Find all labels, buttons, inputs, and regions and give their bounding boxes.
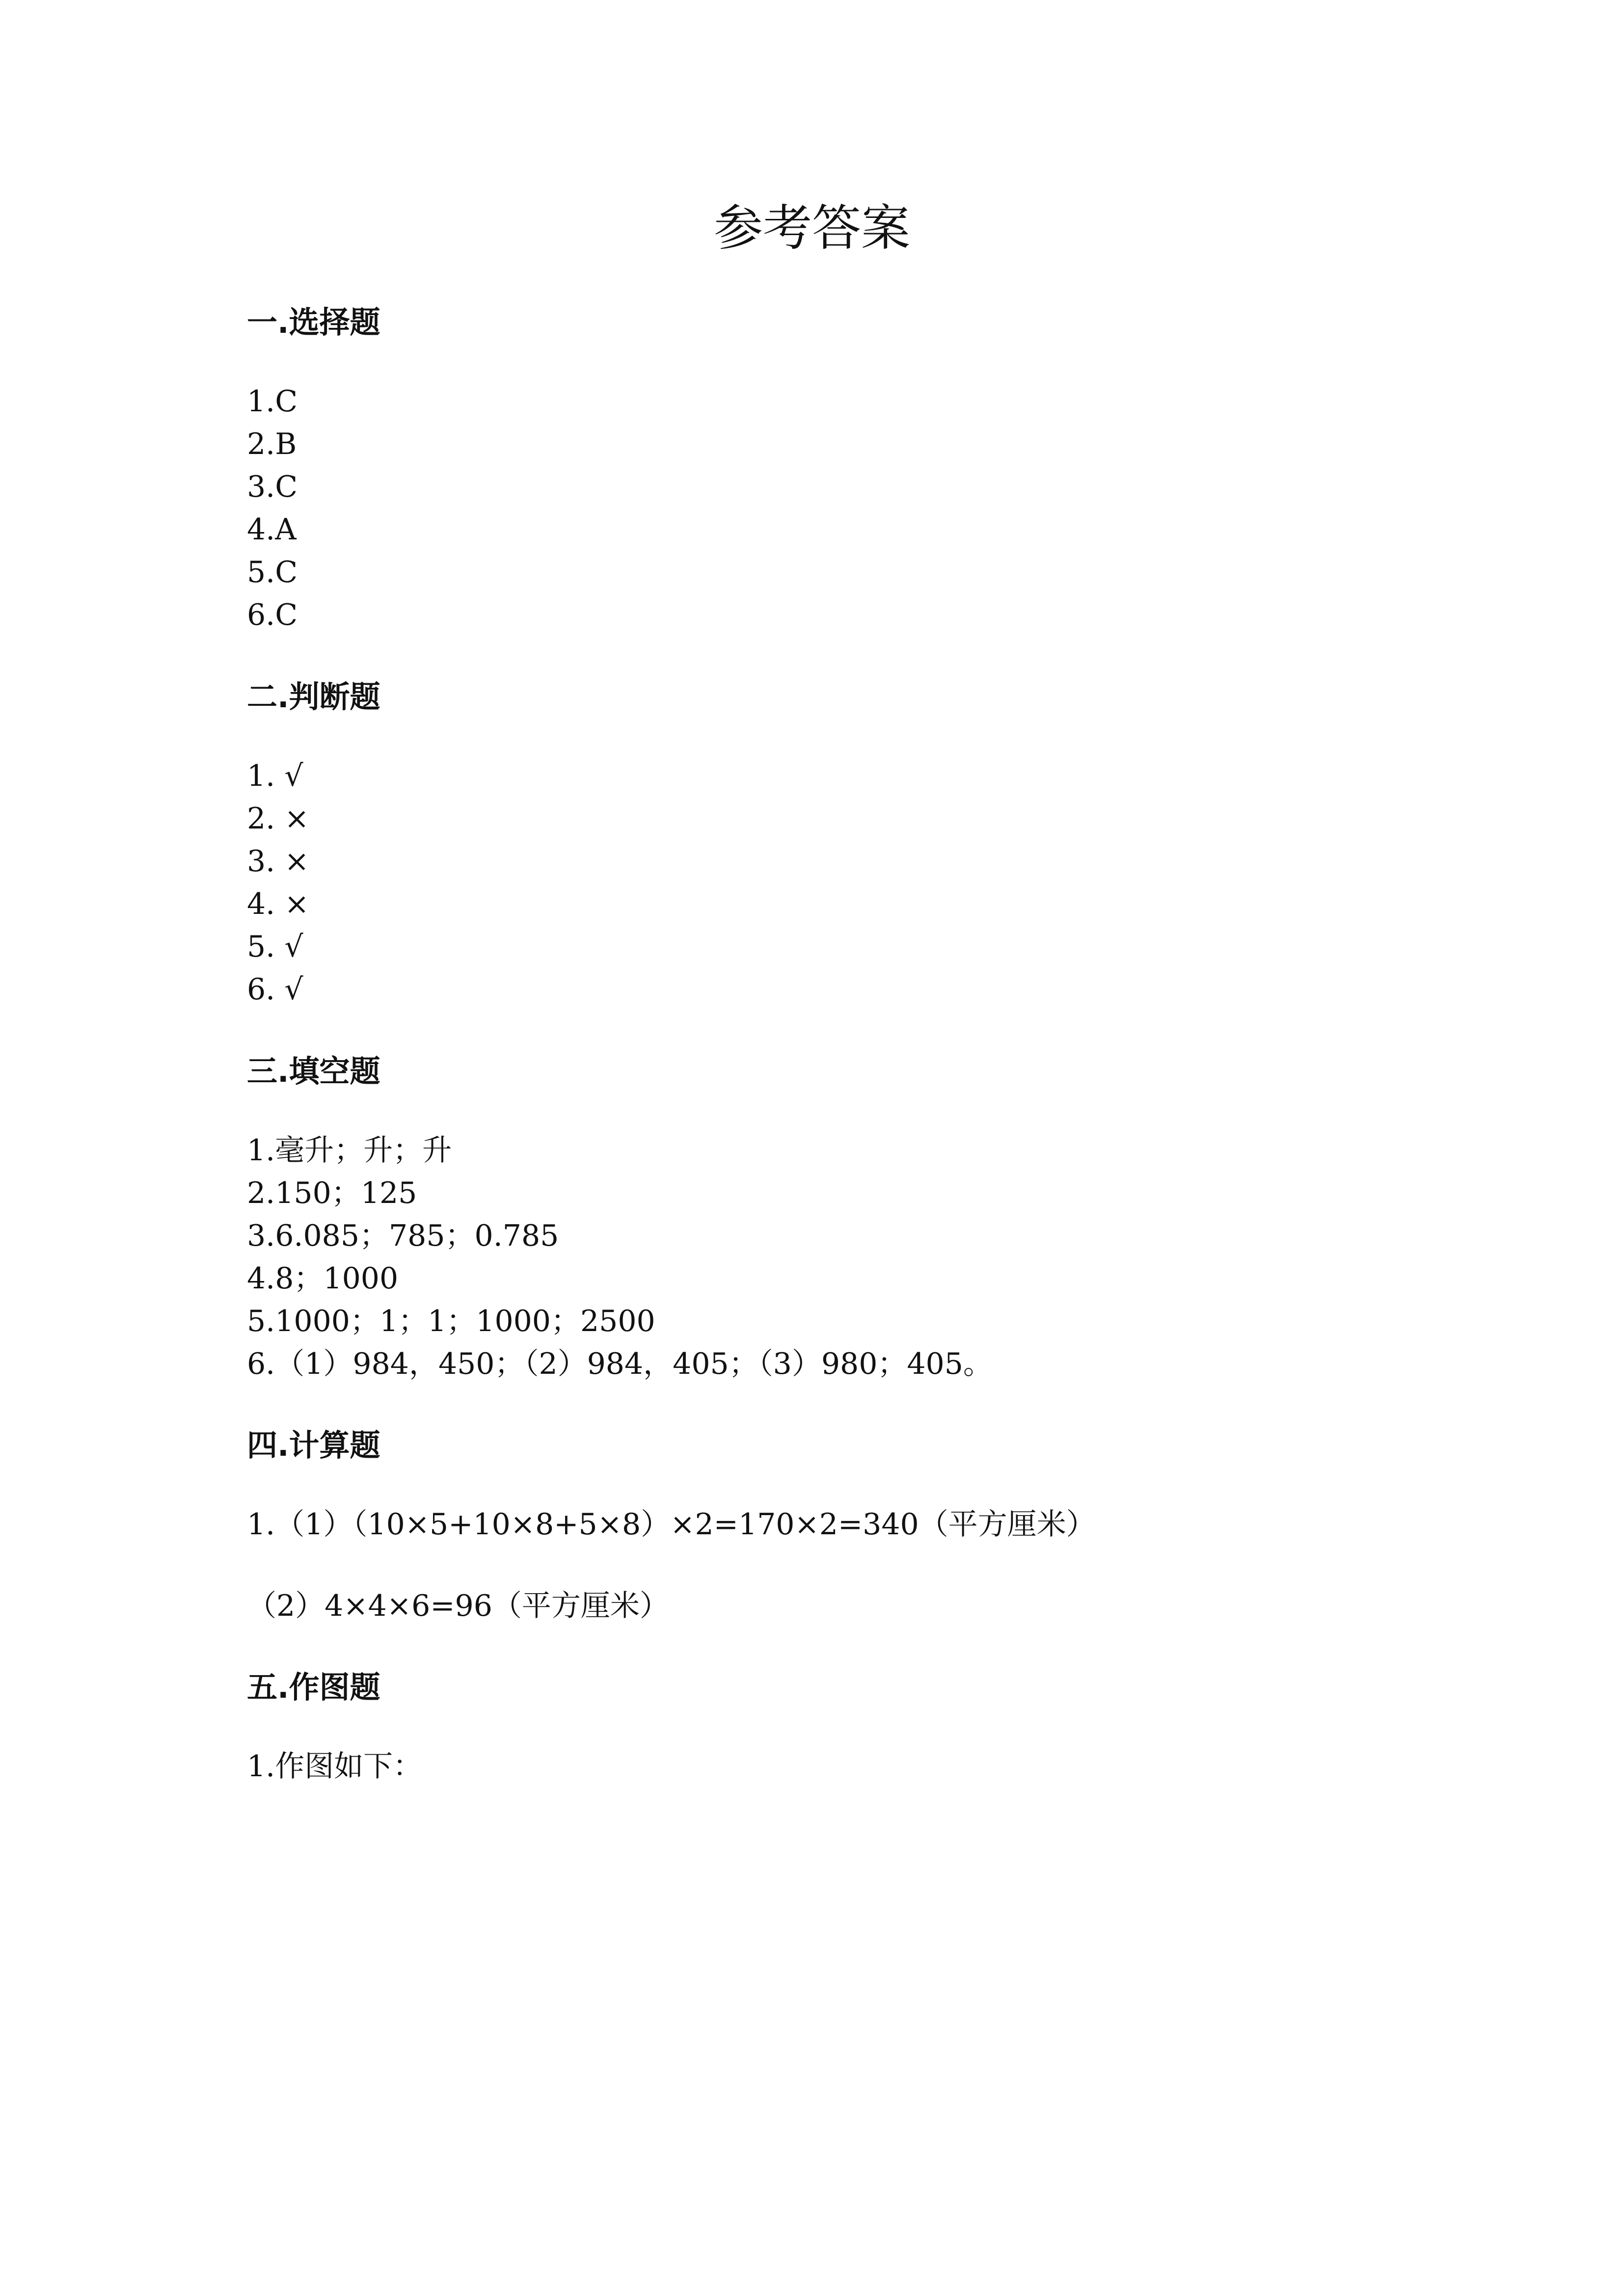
fill-blank-answer-6: 6.（1）984，450；（2）984，405；（3）980；405。 [247, 1347, 993, 1381]
choice-answer-2: 2.B [247, 427, 297, 461]
fill-blank-answer-4: 4.8；1000 [247, 1261, 399, 1296]
fill-blank-answer-2: 2.150；125 [247, 1176, 417, 1210]
calculation-answer-1: 1.（1）（10×5+10×8+5×8）×2=170×2=340（平方厘米） [247, 1507, 1096, 1542]
judgment-answer-5: 5. √ [247, 930, 303, 964]
section-heading-judgment: 二.判断题 [247, 679, 380, 715]
choice-answer-5: 5.C [247, 555, 298, 589]
judgment-answer-1: 1. √ [247, 759, 303, 793]
fill-blank-answer-1: 1.毫升；升；升 [247, 1133, 452, 1168]
section-heading-choice: 一.选择题 [247, 304, 380, 340]
section-heading-calculation: 四.计算题 [247, 1427, 380, 1463]
choice-answer-3: 3.C [247, 470, 298, 504]
judgment-answer-2: 2. × [247, 801, 309, 836]
page-title: 参考答案 [714, 199, 910, 257]
section-heading-drawing: 五.作图题 [247, 1669, 380, 1705]
judgment-answer-4: 4. × [247, 887, 309, 921]
judgment-answer-3: 3. × [247, 844, 309, 879]
choice-answer-4: 4.A [247, 512, 297, 547]
choice-answer-1: 1.C [247, 384, 298, 419]
judgment-answer-6: 6. √ [247, 972, 303, 1007]
drawing-answer-1: 1.作图如下： [247, 1749, 423, 1784]
choice-answer-6: 6.C [247, 598, 298, 632]
fill-blank-answer-3: 3.6.085；785；0.785 [247, 1219, 559, 1253]
fill-blank-answer-5: 5.1000；1；1；1000；2500 [247, 1304, 655, 1338]
section-heading-fill-blank: 三.填空题 [247, 1053, 380, 1089]
calculation-answer-2: （2）4×4×6=96（平方厘米） [247, 1589, 669, 1623]
